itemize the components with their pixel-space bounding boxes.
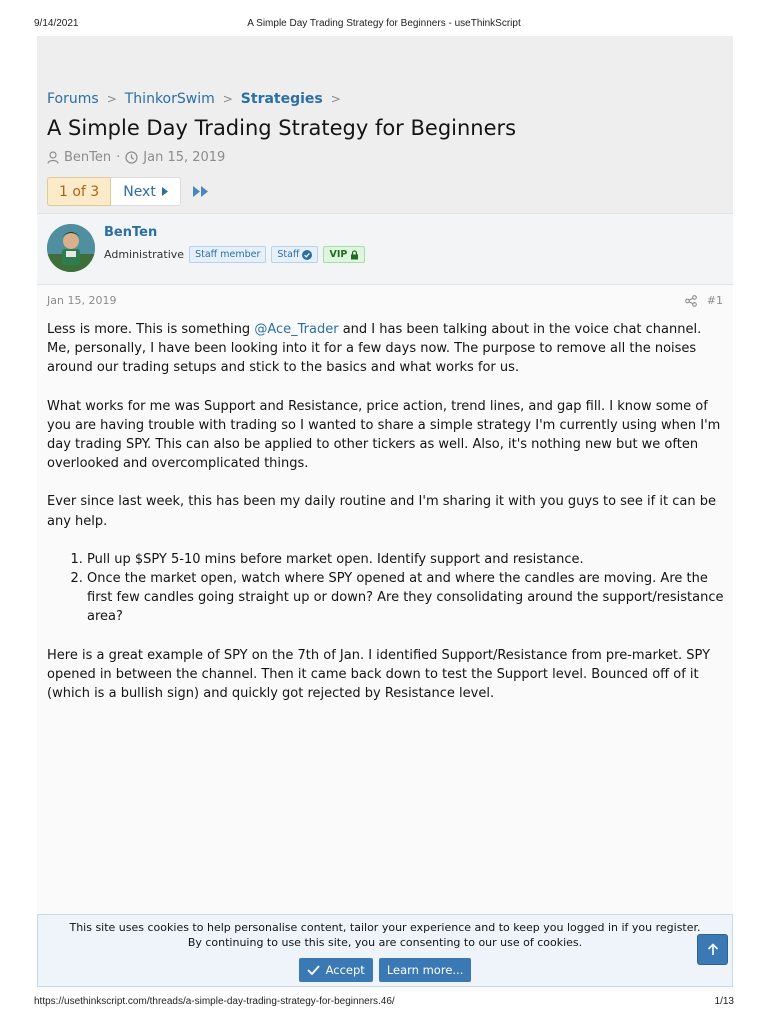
badge-label: VIP — [329, 249, 348, 260]
last-page-button[interactable] — [193, 186, 209, 197]
chevron-right-icon: > — [222, 92, 233, 106]
accept-cookies-button[interactable] — [299, 958, 373, 982]
badge-label: Staff member — [195, 249, 261, 260]
accept-label: Accept — [325, 963, 365, 977]
routine-list — [87, 550, 727, 627]
share-icon[interactable] — [685, 295, 697, 307]
post-meta — [47, 294, 723, 307]
meta-separator: · — [116, 150, 121, 165]
avatar-image — [47, 224, 95, 272]
lock-icon — [350, 250, 359, 260]
thread-header — [37, 36, 733, 213]
cookie-line: By continuing to use this site, you are consenting to our use of cookies. — [187, 936, 583, 949]
thread-meta — [47, 150, 225, 165]
author-name[interactable]: BenTen — [104, 225, 158, 240]
breadcrumb-strategies[interactable]: Strategies — [240, 91, 323, 107]
next-page-button[interactable] — [111, 177, 181, 206]
print-page-number: 1/13 — [714, 996, 734, 1007]
post-author-bar — [37, 213, 733, 285]
avatar[interactable] — [47, 224, 95, 272]
text-run: Less is more. This is something — [47, 322, 255, 337]
list-item: 1. Pull up $SPY 5-10 mins before market open. Identify support and resistance. — [87, 550, 727, 569]
page-content — [37, 36, 733, 991]
cookie-buttons — [38, 958, 732, 982]
print-date: 9/14/2021 — [34, 18, 79, 29]
print-footer — [0, 994, 768, 1014]
next-page-label: Next — [123, 183, 156, 200]
check-icon — [307, 965, 320, 975]
post-paragraph: Ever since last week, this has been my daily routine and I'm sharing it with you guys to see if it can be any help. — [47, 494, 716, 529]
cookie-text — [58, 920, 712, 950]
user-mention-link[interactable]: @Ace_Trader — [254, 322, 339, 337]
fast-forward-icon — [193, 186, 209, 197]
vip-badge — [323, 246, 365, 263]
staff-member-badge — [189, 246, 266, 263]
user-icon — [47, 151, 59, 164]
breadcrumb-forums[interactable]: Forums — [47, 91, 99, 107]
print-header — [0, 0, 768, 36]
learn-more-label: Learn more... — [386, 963, 464, 977]
thread-date[interactable]: Jan 15, 2019 — [143, 150, 226, 165]
chevron-right-icon: > — [330, 92, 341, 106]
verified-check-icon — [302, 250, 312, 260]
post-date[interactable]: Jan 15, 2019 — [47, 294, 117, 307]
staff-badge — [271, 246, 318, 263]
pagination — [47, 177, 209, 206]
list-item: 2. Once the market open, watch where SPY opened at and where the candles are moving. Are the first few candles going straight up or down? Are they consolidating around the support/resistance area? — [87, 569, 727, 627]
badge-label: Staff — [277, 249, 300, 260]
text-run: and I has been talking about in the voice chat channel. Me, personally, I have been looking into it for a few days now. The purpose to remove all the noises around our trading setups and stick to the basics and what works for us. — [47, 322, 702, 376]
post-paragraph: What works for me was Support and Resistance, price action, trend lines, and gap fill. I know some of you are having trouble with trading so I wanted to share a simple strategy I'm currently using when I'm day trading SPY. This can also be applied to other tickers as well. Also, it's nothing new but we often overlooked and overcomplicated things. — [47, 398, 721, 472]
thread-author[interactable]: BenTen — [64, 150, 112, 165]
post-number-link[interactable]: #1 — [706, 294, 723, 307]
post-paragraph: Here is a great example of SPY on the 7th of Jan. I identified Support/Resistance from pre-market. SPY opened in between the channel. Then it came back down to test the Support level. Bounced off of it (which is a bullish sign) and quickly got rejected by Resistance level. — [47, 647, 711, 702]
page-current-indicator[interactable]: 1 of 3 — [47, 177, 111, 206]
post-meta-actions — [685, 294, 723, 307]
print-title: A Simple Day Trading Strategy for Beginners - useThinkScript — [247, 18, 521, 29]
scroll-to-top-button[interactable] — [697, 934, 728, 965]
page-title: A Simple Day Trading Strategy for Beginners — [47, 116, 517, 140]
arrow-up-icon — [707, 943, 719, 956]
chevron-right-icon: > — [106, 92, 117, 106]
author-role: Administrative — [104, 248, 185, 261]
breadcrumb — [47, 91, 349, 107]
print-url: https://usethinkscript.com/threads/a-simple-day-trading-strategy-for-beginners.46/ — [34, 996, 395, 1007]
cookie-notice — [37, 914, 733, 987]
caret-right-icon — [162, 187, 168, 196]
cookie-line: This site uses cookies to help personalise content, tailor your experience and to keep you logged in if you register. — [69, 921, 701, 934]
post-paragraph — [47, 320, 727, 378]
breadcrumb-thinkorswim[interactable]: ThinkorSwim — [124, 91, 215, 107]
learn-more-button[interactable] — [379, 958, 472, 982]
author-role-row — [104, 246, 365, 263]
post-body — [47, 320, 727, 722]
clock-icon — [125, 151, 138, 164]
